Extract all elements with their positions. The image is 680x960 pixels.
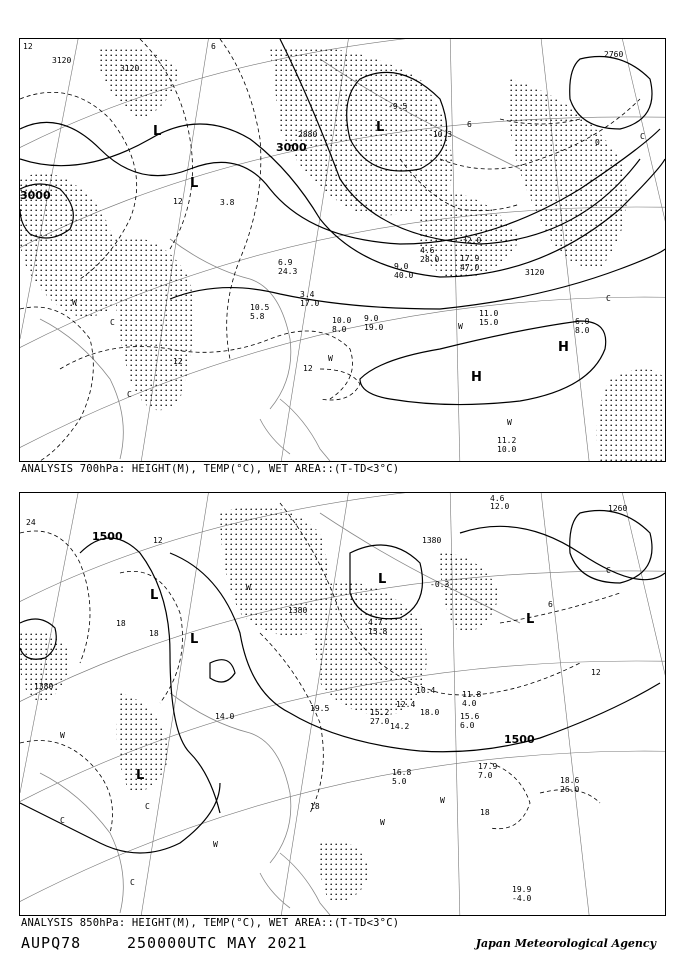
cold-marker: C xyxy=(130,878,135,887)
station-value: 8.0 xyxy=(332,325,347,334)
station-value: 14.0 xyxy=(215,712,235,721)
low-center: L xyxy=(378,572,387,587)
station-value: 11.0 xyxy=(479,309,499,318)
height-label: 1380 xyxy=(422,536,442,545)
station-value: 6.0 xyxy=(460,721,475,730)
station-value: 27.0 xyxy=(370,717,390,726)
station-value: 6.0 xyxy=(575,317,590,326)
station-value: 12.4 xyxy=(396,700,416,709)
cold-marker: C xyxy=(60,816,65,825)
station-value: -10.3 xyxy=(428,130,453,139)
chart-700hpa xyxy=(19,38,666,462)
station-value: 15.0 xyxy=(479,318,499,327)
chart-caption-700hpa: ANALYSIS 700hPa: HEIGHT(M), TEMP(°C), WET AREA::(T-TD<3°C) xyxy=(21,463,400,475)
isotherm-label: 12 xyxy=(303,364,313,373)
isotherm-label: 18 xyxy=(480,808,490,817)
station-value: 14.2 xyxy=(390,722,410,731)
station-value: 40.0 xyxy=(394,271,414,280)
isotherm-label: 6 xyxy=(467,120,472,129)
high-center: H xyxy=(471,370,482,385)
warm-marker: W xyxy=(72,298,77,307)
high-center: H xyxy=(558,340,569,355)
station-value: 17.0 xyxy=(300,299,320,308)
isotherm-label: 12 xyxy=(173,357,183,366)
low-center: L xyxy=(190,176,199,191)
station-value: 11.2 xyxy=(497,436,517,445)
low-center: L xyxy=(526,612,535,627)
warm-marker: W xyxy=(507,418,512,427)
warm-marker: W xyxy=(213,840,218,849)
height-label: 2760 xyxy=(604,50,624,59)
station-value: 4.6 xyxy=(490,494,505,503)
wet-area xyxy=(20,47,665,462)
chart-code: AUPQ78 xyxy=(21,934,82,952)
station-value: 19.9 xyxy=(512,885,532,894)
cold-marker: C xyxy=(110,318,115,327)
station-value: 9.0 xyxy=(394,262,409,271)
warm-marker: W xyxy=(458,322,463,331)
station-value: 17.9 xyxy=(460,254,480,263)
station-value: 15.6 xyxy=(460,712,480,721)
isotherm-label: 18 xyxy=(116,619,126,628)
station-value: 10.5 xyxy=(250,303,270,312)
isotherm-label: 12 xyxy=(591,668,601,677)
wet-area xyxy=(20,506,500,903)
station-value: 17.9 xyxy=(478,762,498,771)
height-label: 3120 xyxy=(120,64,140,73)
height-label: 1380 xyxy=(288,606,308,615)
station-value: 8.0 xyxy=(575,326,590,335)
station-value: 6.9 xyxy=(278,258,293,267)
cold-marker: C xyxy=(145,802,150,811)
low-center: L xyxy=(136,768,145,783)
station-value: 10.4 xyxy=(416,686,436,695)
low-center: L xyxy=(376,120,385,135)
map-850hpa xyxy=(20,493,665,915)
height-label: 3120 xyxy=(52,56,72,65)
station-value: -0.3 xyxy=(430,580,450,589)
height-label: 1500 xyxy=(92,530,123,543)
station-value: 10.0 xyxy=(497,445,517,454)
cold-marker: C xyxy=(606,566,611,575)
station-value: 5.8 xyxy=(250,312,265,321)
isotherm-label: 12 xyxy=(173,197,183,206)
warm-marker: W xyxy=(246,583,251,592)
warm-marker: W xyxy=(60,731,65,740)
height-label: 1260 xyxy=(608,504,628,513)
station-value: 15.2 xyxy=(370,708,390,717)
height-label: 3000 xyxy=(20,189,51,202)
cold-marker: C xyxy=(640,132,645,141)
isotherm-label: 0 xyxy=(595,138,600,147)
cold-marker: C xyxy=(606,294,611,303)
chart-caption-850hpa: ANALYSIS 850hPa: HEIGHT(M), TEMP(°C), WET AREA::(T-TD<3°C) xyxy=(21,917,400,929)
height-label: 2880 xyxy=(298,130,318,139)
station-value: -4.0 xyxy=(512,894,532,903)
height-label: 1500 xyxy=(504,733,535,746)
station-value: 15.8 xyxy=(368,627,388,636)
station-value: 47.0 xyxy=(460,263,480,272)
chart-850hpa xyxy=(19,492,666,916)
map-700hpa xyxy=(20,39,665,461)
isotherm-label: 12 xyxy=(23,42,33,51)
station-value: 19.5 xyxy=(310,704,330,713)
station-value: 18.6 xyxy=(560,776,580,785)
station-value: 3.8 xyxy=(220,198,235,207)
station-value: 26.0 xyxy=(560,785,580,794)
isotherm-label: 12 xyxy=(153,536,163,545)
low-center: L xyxy=(153,124,162,139)
station-value: 11.8 xyxy=(462,690,482,699)
isotherm-label: 6 xyxy=(548,600,553,609)
height-label: 3000 xyxy=(276,141,307,154)
warm-marker: W xyxy=(328,354,333,363)
station-value: 5.0 xyxy=(392,777,407,786)
station-value: -9.5 xyxy=(388,102,408,111)
station-value: 18.0 xyxy=(420,708,440,717)
warm-marker: W xyxy=(440,796,445,805)
station-value: 4.6 xyxy=(420,246,435,255)
station-value: 3.4 xyxy=(300,290,315,299)
isotherm-label: 24 xyxy=(26,518,36,527)
station-value: 4.7 xyxy=(368,618,383,627)
height-label: 1380 xyxy=(34,682,54,691)
station-value: 10.0 xyxy=(332,316,352,325)
station-value: 19.0 xyxy=(364,323,384,332)
height-label: 3120 xyxy=(525,268,545,277)
station-value: 32.0 xyxy=(462,236,482,245)
station-value: 24.3 xyxy=(278,267,298,276)
agency-name: Japan Meteorological Agency xyxy=(475,937,656,950)
cold-marker: C xyxy=(127,390,132,399)
warm-marker: W xyxy=(380,818,385,827)
station-value: 9.0 xyxy=(364,314,379,323)
station-value: 12.0 xyxy=(490,502,510,511)
low-center: L xyxy=(190,632,199,647)
station-value: 4.0 xyxy=(462,699,477,708)
station-value: 28.0 xyxy=(420,255,440,264)
station-value: 16.8 xyxy=(392,768,412,777)
valid-time: 250000UTC MAY 2021 xyxy=(127,934,308,952)
isotherm-label: 18 xyxy=(310,802,320,811)
low-center: L xyxy=(150,588,159,603)
isotherm-label: 6 xyxy=(211,42,216,51)
station-value: 7.0 xyxy=(478,771,493,780)
isotherm-label: 18 xyxy=(149,629,159,638)
